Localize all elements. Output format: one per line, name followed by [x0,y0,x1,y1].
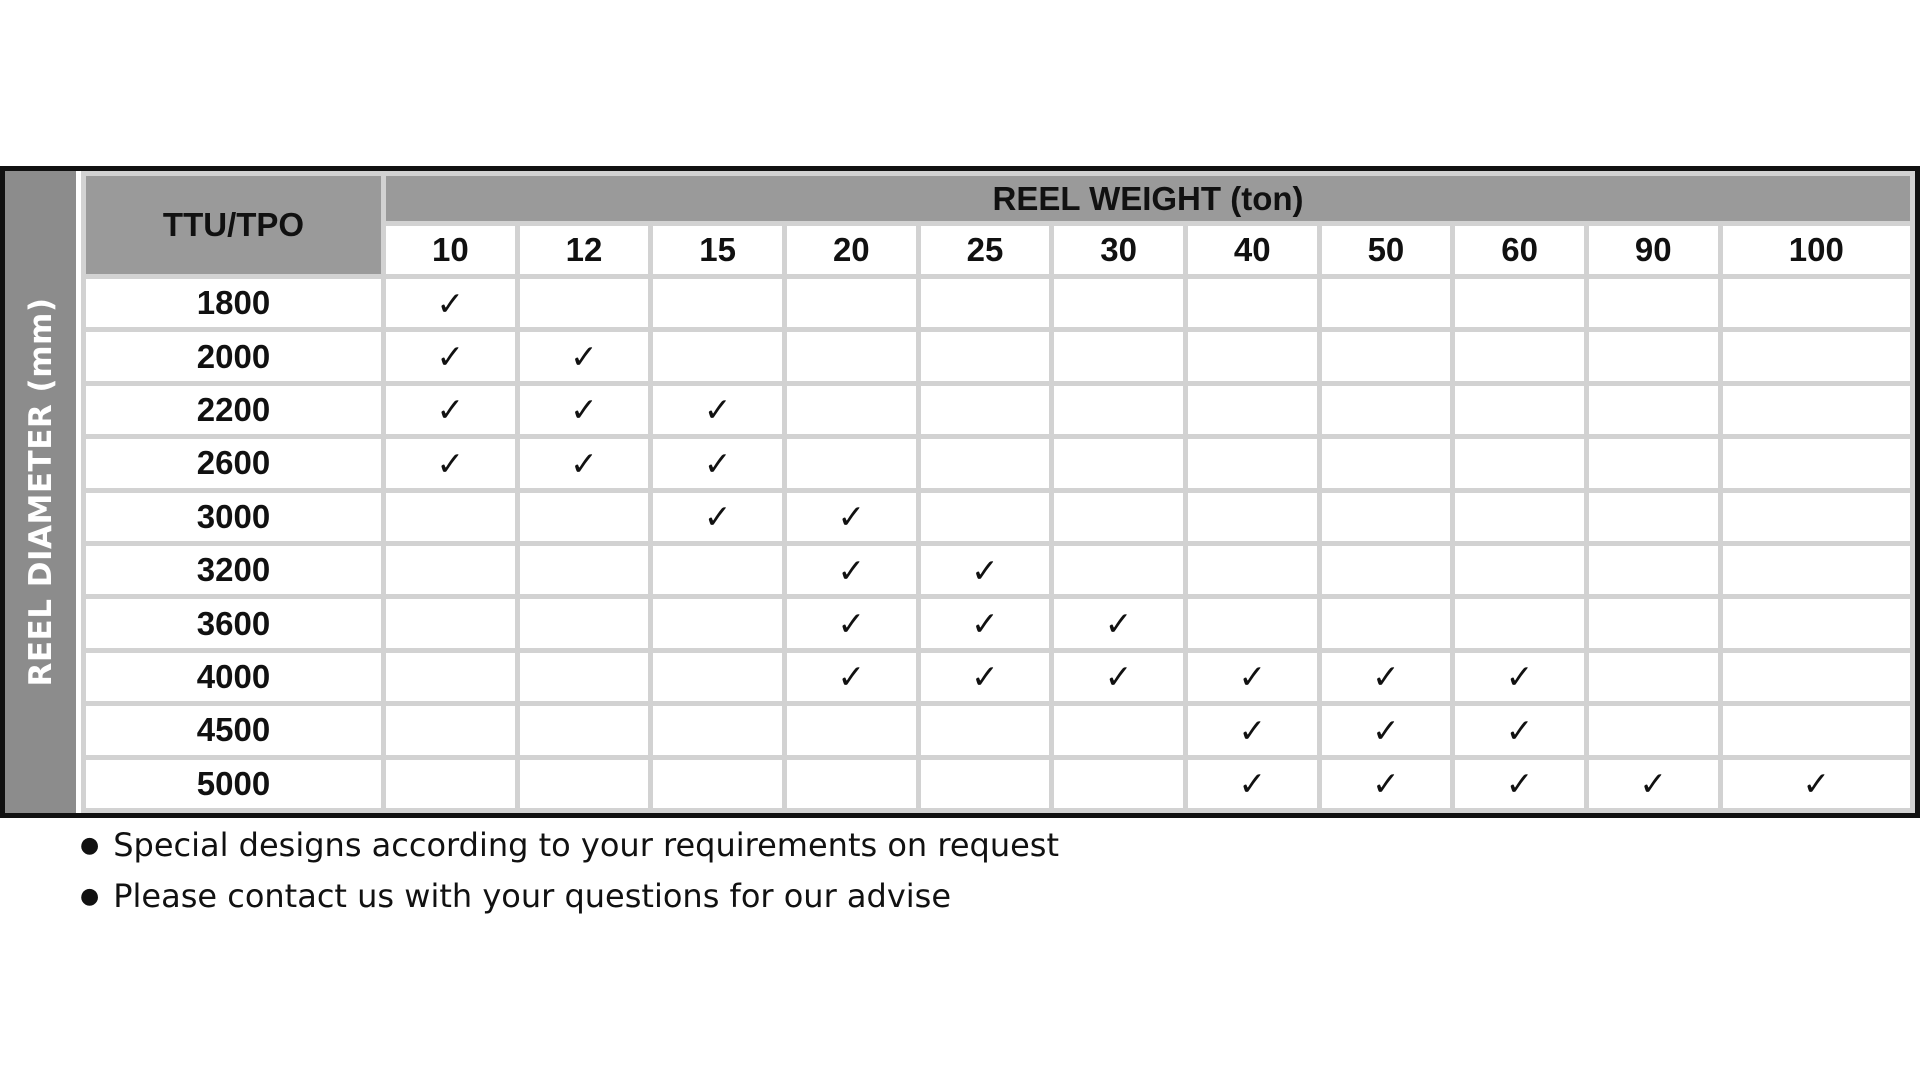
empty-cell [517,490,651,543]
empty-cell [1052,704,1186,757]
empty-cell [1720,383,1912,436]
diameter-cell: 3200 [84,543,384,596]
note-text: Special designs according to your requirements on request [113,826,1059,864]
check-icon: ✓ [384,277,518,330]
empty-cell [1453,277,1587,330]
check-icon: ✓ [1319,704,1453,757]
empty-cell [1052,330,1186,383]
weight-column-header: 20 [784,224,918,277]
reel-weight-header: REEL WEIGHT (ton) [384,174,1913,224]
diameter-cell: 2600 [84,437,384,490]
weight-column-header: 40 [1185,224,1319,277]
weight-column-header: 25 [918,224,1052,277]
empty-cell [1052,437,1186,490]
weight-column-header: 60 [1453,224,1587,277]
table-row [84,650,1913,703]
empty-cell [1185,383,1319,436]
empty-cell [918,437,1052,490]
empty-cell [1185,597,1319,650]
bullet-icon: ● [80,884,100,909]
empty-cell [1052,757,1186,810]
check-icon: ✓ [1453,650,1587,703]
empty-cell [784,437,918,490]
table-row [84,277,1913,330]
empty-cell [1586,704,1720,757]
check-icon: ✓ [1453,704,1587,757]
check-icon: ✓ [1586,757,1720,810]
empty-cell [784,330,918,383]
empty-cell [1185,330,1319,383]
check-icon: ✓ [651,383,785,436]
empty-cell [517,650,651,703]
table-row [84,330,1913,383]
empty-cell [784,383,918,436]
empty-cell [384,543,518,596]
empty-cell [784,704,918,757]
side-header [5,171,81,813]
check-icon: ✓ [784,650,918,703]
empty-cell [1453,383,1587,436]
empty-cell [1720,277,1912,330]
empty-cell [651,650,785,703]
check-icon: ✓ [784,490,918,543]
diameter-cell: 3600 [84,597,384,650]
bullet-icon: ● [80,833,100,858]
empty-cell [1453,330,1587,383]
empty-cell [1185,277,1319,330]
empty-cell [1720,597,1912,650]
weight-column-header: 30 [1052,224,1186,277]
ttu-tpo-header: TTU/TPO [84,174,384,277]
empty-cell [918,490,1052,543]
table-body [84,277,1913,811]
empty-cell [918,330,1052,383]
empty-cell [1720,490,1912,543]
note-item [80,871,1059,922]
empty-cell [1586,277,1720,330]
empty-cell [1319,597,1453,650]
empty-cell [1319,490,1453,543]
check-icon: ✓ [784,543,918,596]
check-icon: ✓ [1720,757,1912,810]
diameter-cell: 2000 [84,330,384,383]
notes [80,820,1059,922]
empty-cell [384,490,518,543]
empty-cell [784,277,918,330]
check-icon: ✓ [384,437,518,490]
empty-cell [384,704,518,757]
check-icon: ✓ [384,383,518,436]
empty-cell [1319,383,1453,436]
empty-cell [1720,650,1912,703]
check-icon: ✓ [1319,757,1453,810]
empty-cell [1720,437,1912,490]
empty-cell [1319,437,1453,490]
check-icon: ✓ [651,437,785,490]
weight-column-header: 50 [1319,224,1453,277]
check-icon: ✓ [384,330,518,383]
table-row [84,597,1913,650]
empty-cell [651,597,785,650]
empty-cell [1586,490,1720,543]
table-row [84,704,1913,757]
empty-cell [651,330,785,383]
check-icon: ✓ [918,650,1052,703]
empty-cell [918,757,1052,810]
empty-cell [1586,437,1720,490]
empty-cell [1185,543,1319,596]
check-icon: ✓ [1453,757,1587,810]
diameter-cell: 5000 [84,757,384,810]
empty-cell [1453,543,1587,596]
empty-cell [384,757,518,810]
weight-column-header: 15 [651,224,785,277]
table-row [84,383,1913,436]
empty-cell [1586,597,1720,650]
empty-cell [1185,490,1319,543]
weight-column-header: 12 [517,224,651,277]
reel-diameter-label: REEL DIAMETER (mm) [22,297,59,687]
empty-cell [1720,704,1912,757]
check-icon: ✓ [1185,704,1319,757]
empty-cell [918,704,1052,757]
check-icon: ✓ [1185,757,1319,810]
table-row [84,490,1913,543]
diameter-cell: 3000 [84,490,384,543]
check-icon: ✓ [918,543,1052,596]
empty-cell [784,757,918,810]
empty-cell [1319,330,1453,383]
empty-cell [1052,490,1186,543]
note-item [80,820,1059,871]
check-icon: ✓ [517,437,651,490]
empty-cell [517,277,651,330]
empty-cell [517,704,651,757]
empty-cell [918,383,1052,436]
check-icon: ✓ [918,597,1052,650]
empty-cell [1586,330,1720,383]
empty-cell [384,597,518,650]
table-row [84,437,1913,490]
weight-column-header: 100 [1720,224,1912,277]
empty-cell [1185,437,1319,490]
empty-cell [384,650,518,703]
empty-cell [1052,543,1186,596]
table-row [84,543,1913,596]
check-icon: ✓ [1052,597,1186,650]
check-icon: ✓ [651,490,785,543]
empty-cell [1586,383,1720,436]
reel-spec-table [81,171,1915,813]
empty-cell [517,597,651,650]
weight-column-header: 90 [1586,224,1720,277]
empty-cell [1319,277,1453,330]
empty-cell [1586,650,1720,703]
empty-cell [1720,330,1912,383]
empty-cell [517,757,651,810]
weight-column-header: 10 [384,224,518,277]
empty-cell [1319,543,1453,596]
spec-table-frame [0,166,1920,818]
check-icon: ✓ [1052,650,1186,703]
empty-cell [1586,543,1720,596]
empty-cell [651,704,785,757]
empty-cell [1453,597,1587,650]
check-icon: ✓ [784,597,918,650]
table-row [84,757,1913,810]
check-icon: ✓ [517,383,651,436]
empty-cell [1052,383,1186,436]
check-icon: ✓ [1185,650,1319,703]
check-icon: ✓ [517,330,651,383]
empty-cell [651,543,785,596]
empty-cell [517,543,651,596]
note-text: Please contact us with your questions for our advise [113,877,952,915]
empty-cell [1453,437,1587,490]
diameter-cell: 2200 [84,383,384,436]
empty-cell [1720,543,1912,596]
diameter-cell: 1800 [84,277,384,330]
empty-cell [651,277,785,330]
empty-cell [918,277,1052,330]
diameter-cell: 4000 [84,650,384,703]
empty-cell [651,757,785,810]
diameter-cell: 4500 [84,704,384,757]
check-icon: ✓ [1319,650,1453,703]
empty-cell [1052,277,1186,330]
empty-cell [1453,490,1587,543]
